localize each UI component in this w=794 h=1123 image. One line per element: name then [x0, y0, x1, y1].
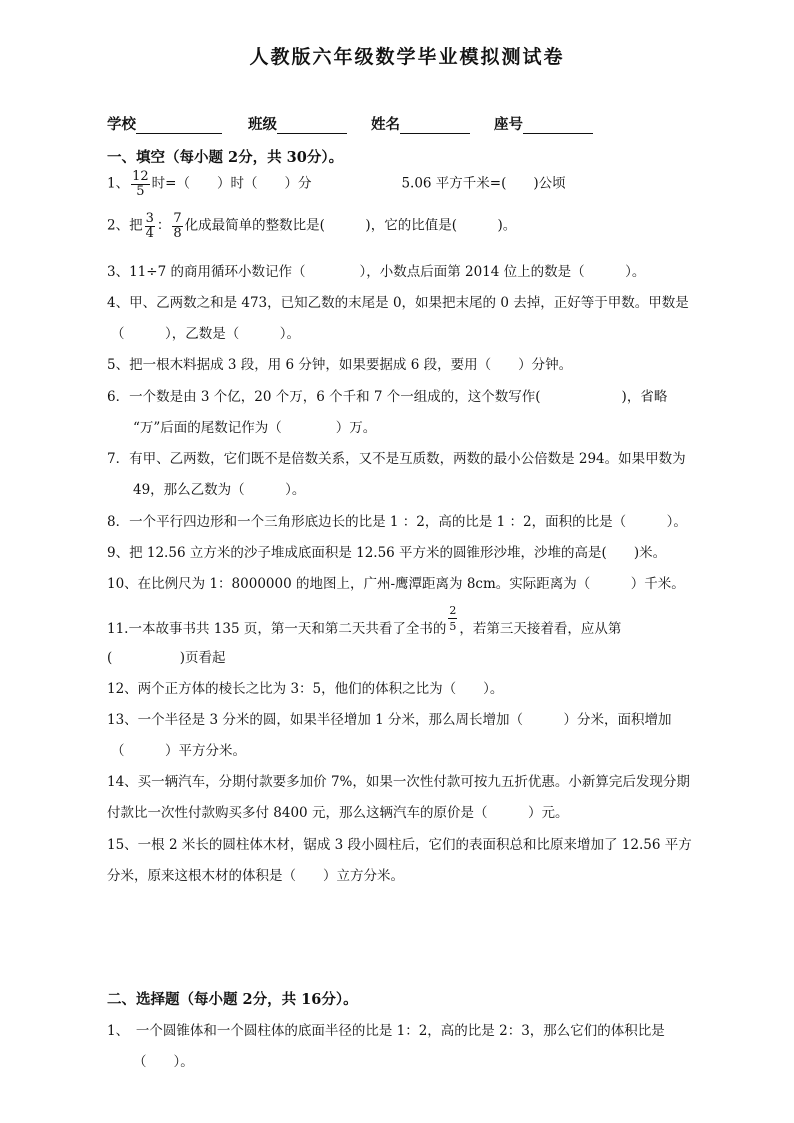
class-label: 班级 — [248, 116, 277, 133]
question-13-line-1: 13、一个半径是 3 分米的圆，如果半径增加 1 分米，那么周长增加（ ）分米，面积增加 — [107, 712, 672, 728]
q1-fraction — [131, 170, 150, 198]
seat-field — [494, 113, 593, 134]
question-10: 10、在比例尺为 1：8000000 的地图上，广州-鹰潭距离为 8cm。实际距离为（ ）千米。 — [107, 576, 685, 592]
school-blank[interactable] — [136, 119, 222, 134]
q11-text-a: 11.一本故事书共 135 页，第一天和第二天共看了全书的 — [107, 621, 447, 637]
q2-text: 化成最简单的整数比是( )，它的比值是( )。 — [184, 217, 517, 234]
q11-text-b: ，若第三天接着看，应从第 — [459, 621, 622, 637]
q1-frac-num: 12 — [132, 169, 149, 184]
question-11-line-1 — [107, 604, 622, 649]
exam-title: 人教版六年级数学毕业模拟测试卷 — [249, 46, 565, 68]
q1-frac-den: 5 — [136, 183, 145, 199]
question-11-line-2: ( )页看起 — [107, 650, 226, 666]
choice-question-1-line-1: 1、 一个圆锥体和一个圆柱体的底面半径的比是 1：2，高的比是 2：3，那么它们的体积比是 — [107, 1023, 665, 1039]
question-6-line-2: “万”后面的尾数记作为（ ）万。 — [133, 420, 377, 436]
question-2 — [107, 212, 516, 240]
question-3: 3、11÷7 的商用循环小数记作（ ），小数点后面第 2014 位上的数是（ ）。 — [107, 264, 646, 280]
school-label: 学校 — [107, 116, 136, 133]
q2-f1-num: 3 — [145, 211, 154, 226]
student-info-row — [107, 113, 617, 134]
question-1 — [107, 170, 566, 198]
question-14-line-2: 付款比一次性付款购买多付 8400 元，那么这辆汽车的原价是（ ）元。 — [107, 805, 569, 821]
q11-fraction — [448, 603, 457, 635]
question-15-line-1: 15、一根 2 米长的圆柱体木材，锯成 3 段小圆柱后，它们的表面积总和比原来增加了 12.56 平方 — [107, 837, 692, 853]
q1-text-a: 时=（ ）时（ ）分 — [151, 175, 312, 192]
question-7-line-2: 49，那么乙数为（ ）。 — [133, 482, 306, 498]
question-13-line-2: （ ）平方分米。 — [111, 743, 246, 759]
q1-text-b: 5.06 平方千米=( )公顷 — [401, 175, 566, 192]
seat-label: 座号 — [494, 116, 523, 133]
question-12: 12、两个正方体的棱长之比为 3：5，他们的体积之比为（ ）。 — [107, 681, 504, 697]
class-field — [248, 113, 347, 134]
name-blank[interactable] — [400, 119, 470, 134]
q2-fraction-1 — [145, 212, 155, 240]
q11-frac-den: 5 — [449, 620, 457, 634]
choice-question-1-line-2: （ ）。 — [133, 1054, 194, 1070]
question-9: 9、把 12.56 立方米的沙子堆成底面积是 12.56 平方米的圆锥形沙堆，沙堆的高是( )米。 — [107, 545, 667, 561]
seat-blank[interactable] — [523, 119, 593, 134]
q2-f1-den: 4 — [145, 225, 154, 241]
q2-f2-num: 7 — [173, 211, 182, 226]
q2-prefix: 2、把 — [107, 217, 143, 234]
question-6-line-1: 6．一个数是由 3 个亿，20 个万，6 个千和 7 个一组成的，这个数写作( )，省略 — [107, 389, 668, 405]
question-15-line-2: 分米，原来这根木材的体积是（ ）立方分米。 — [107, 868, 404, 884]
name-label: 姓名 — [371, 116, 400, 133]
name-field — [371, 113, 470, 134]
class-blank[interactable] — [277, 119, 347, 134]
school-field — [107, 113, 222, 134]
question-4-line-2: （ ），乙数是（ ）。 — [111, 326, 300, 342]
question-8: 8．一个平行四边形和一个三角形底边长的比是 1 ：2，高的比是 1 ：2，面积的比是（ ）。 — [107, 514, 687, 530]
question-7-line-1: 7．有甲、乙两数，它们既不是倍数关系，又不是互质数，两数的最小公倍数是 294。如果甲数为 — [107, 451, 686, 467]
q2-f2-den: 8 — [173, 225, 182, 241]
q11-frac-num: 2 — [448, 603, 457, 619]
question-5: 5、把一根木料据成 3 段，用 6 分钟，如果要据成 6 段，要用（ ）分钟。 — [107, 357, 573, 373]
question-4-line-1: 4、甲、乙两数之和是 473，已知乙数的末尾是 0，如果把末尾的 0 去掉，正好等于甲数。甲数是 — [107, 295, 689, 311]
q2-colon: ： — [156, 217, 171, 234]
section2-heading: 二、选择题（每小题 2分，共 16分）。 — [107, 991, 358, 1008]
section1-heading: 一、填空（每小题 2分，共 30分）。 — [107, 149, 344, 166]
q2-fraction-2 — [172, 212, 182, 240]
question-14-line-1: 14、买一辆汽车，分期付款要多加价 7%，如果一次性付款可按九五折优惠。小新算完后发现分期 — [107, 774, 690, 790]
q1-prefix: 1、 — [107, 175, 130, 192]
